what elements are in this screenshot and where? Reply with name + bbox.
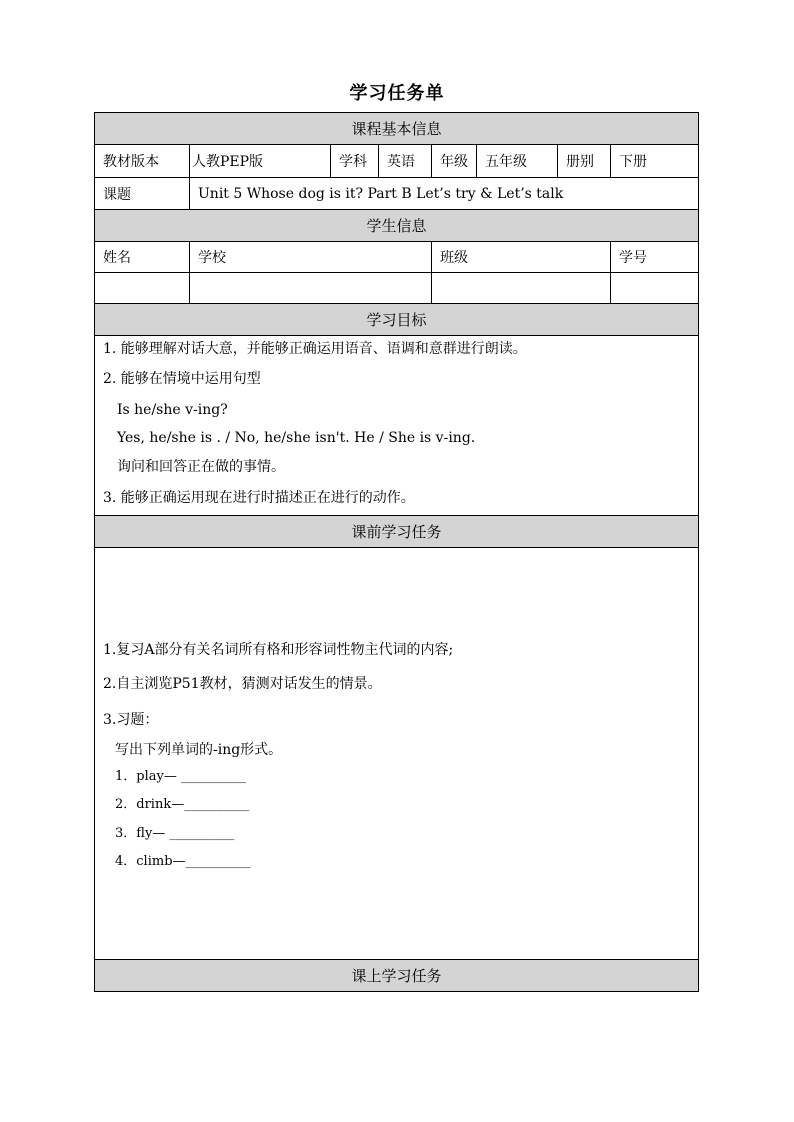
exercise-item: 3．fly— __________ (115, 825, 235, 841)
section-header-objectives: 学习目标 (95, 304, 699, 336)
exercise-item: 4．climb—__________ (115, 854, 251, 869)
exercise-item: 2．drink—__________ (115, 797, 250, 812)
student-id-label: 学号 (611, 242, 699, 273)
topic-label: 课题 (95, 178, 190, 210)
volume-value: 下册 (611, 145, 699, 178)
sentence-pattern-note: 询问和回答正在做的事情。 (117, 458, 285, 475)
exercise-item: 1．play— __________ (115, 768, 246, 784)
grade-value: 五年级 (477, 145, 558, 178)
pre-class-task-1: 1.复习A部分有关名词所有格和形容词性物主代词的内容; (103, 641, 454, 658)
task-sheet-table (94, 112, 699, 992)
section-header-pre-class: 课前学习任务 (95, 516, 699, 548)
section-header-student-info: 学生信息 (95, 210, 699, 242)
sentence-pattern-question: Is he/she v-ing? (117, 401, 228, 418)
pre-class-task-3: 3.习题： (103, 711, 159, 728)
exercise-instruction: 写出下列单词的-ing形式。 (115, 741, 283, 758)
objective-item-2: 2. 能够在情境中运用句型 (103, 370, 261, 387)
objective-item-3: 3. 能够正确运用现在进行时描述正在进行的动作。 (103, 489, 415, 506)
student-id-field[interactable] (611, 273, 699, 304)
class-field[interactable] (432, 273, 611, 304)
pre-class-task-2: 2.自主浏览P51教材，猜测对话发生的情景。 (103, 675, 382, 692)
textbook-label: 教材版本 (95, 145, 190, 178)
section-header-in-class: 课上学习任务 (95, 960, 699, 992)
school-label: 学校 (190, 242, 432, 273)
objectives-content (95, 336, 699, 516)
textbook-value: 人教PEP版 (190, 145, 331, 178)
subject-value: 英语 (379, 145, 432, 178)
page-title: 学习任务单 (349, 83, 445, 104)
objective-item-1: 1. 能够理解对话大意，并能够正确运用语音、语调和意群进行朗读。 (103, 340, 527, 357)
pre-class-content (95, 548, 699, 960)
sentence-pattern-answer: Yes, he/she is . / No, he/she isn't. He / She is v-ing. (117, 429, 476, 446)
name-label: 姓名 (95, 242, 190, 273)
volume-label: 册别 (558, 145, 611, 178)
name-field[interactable] (95, 273, 190, 304)
topic-value: Unit 5 Whose dog is it? Part B Let’s try & Let’s talk (190, 178, 699, 210)
section-header-course-info: 课程基本信息 (95, 113, 699, 145)
class-label: 班级 (432, 242, 611, 273)
subject-label: 学科 (331, 145, 379, 178)
grade-label: 年级 (432, 145, 477, 178)
school-field[interactable] (190, 273, 432, 304)
